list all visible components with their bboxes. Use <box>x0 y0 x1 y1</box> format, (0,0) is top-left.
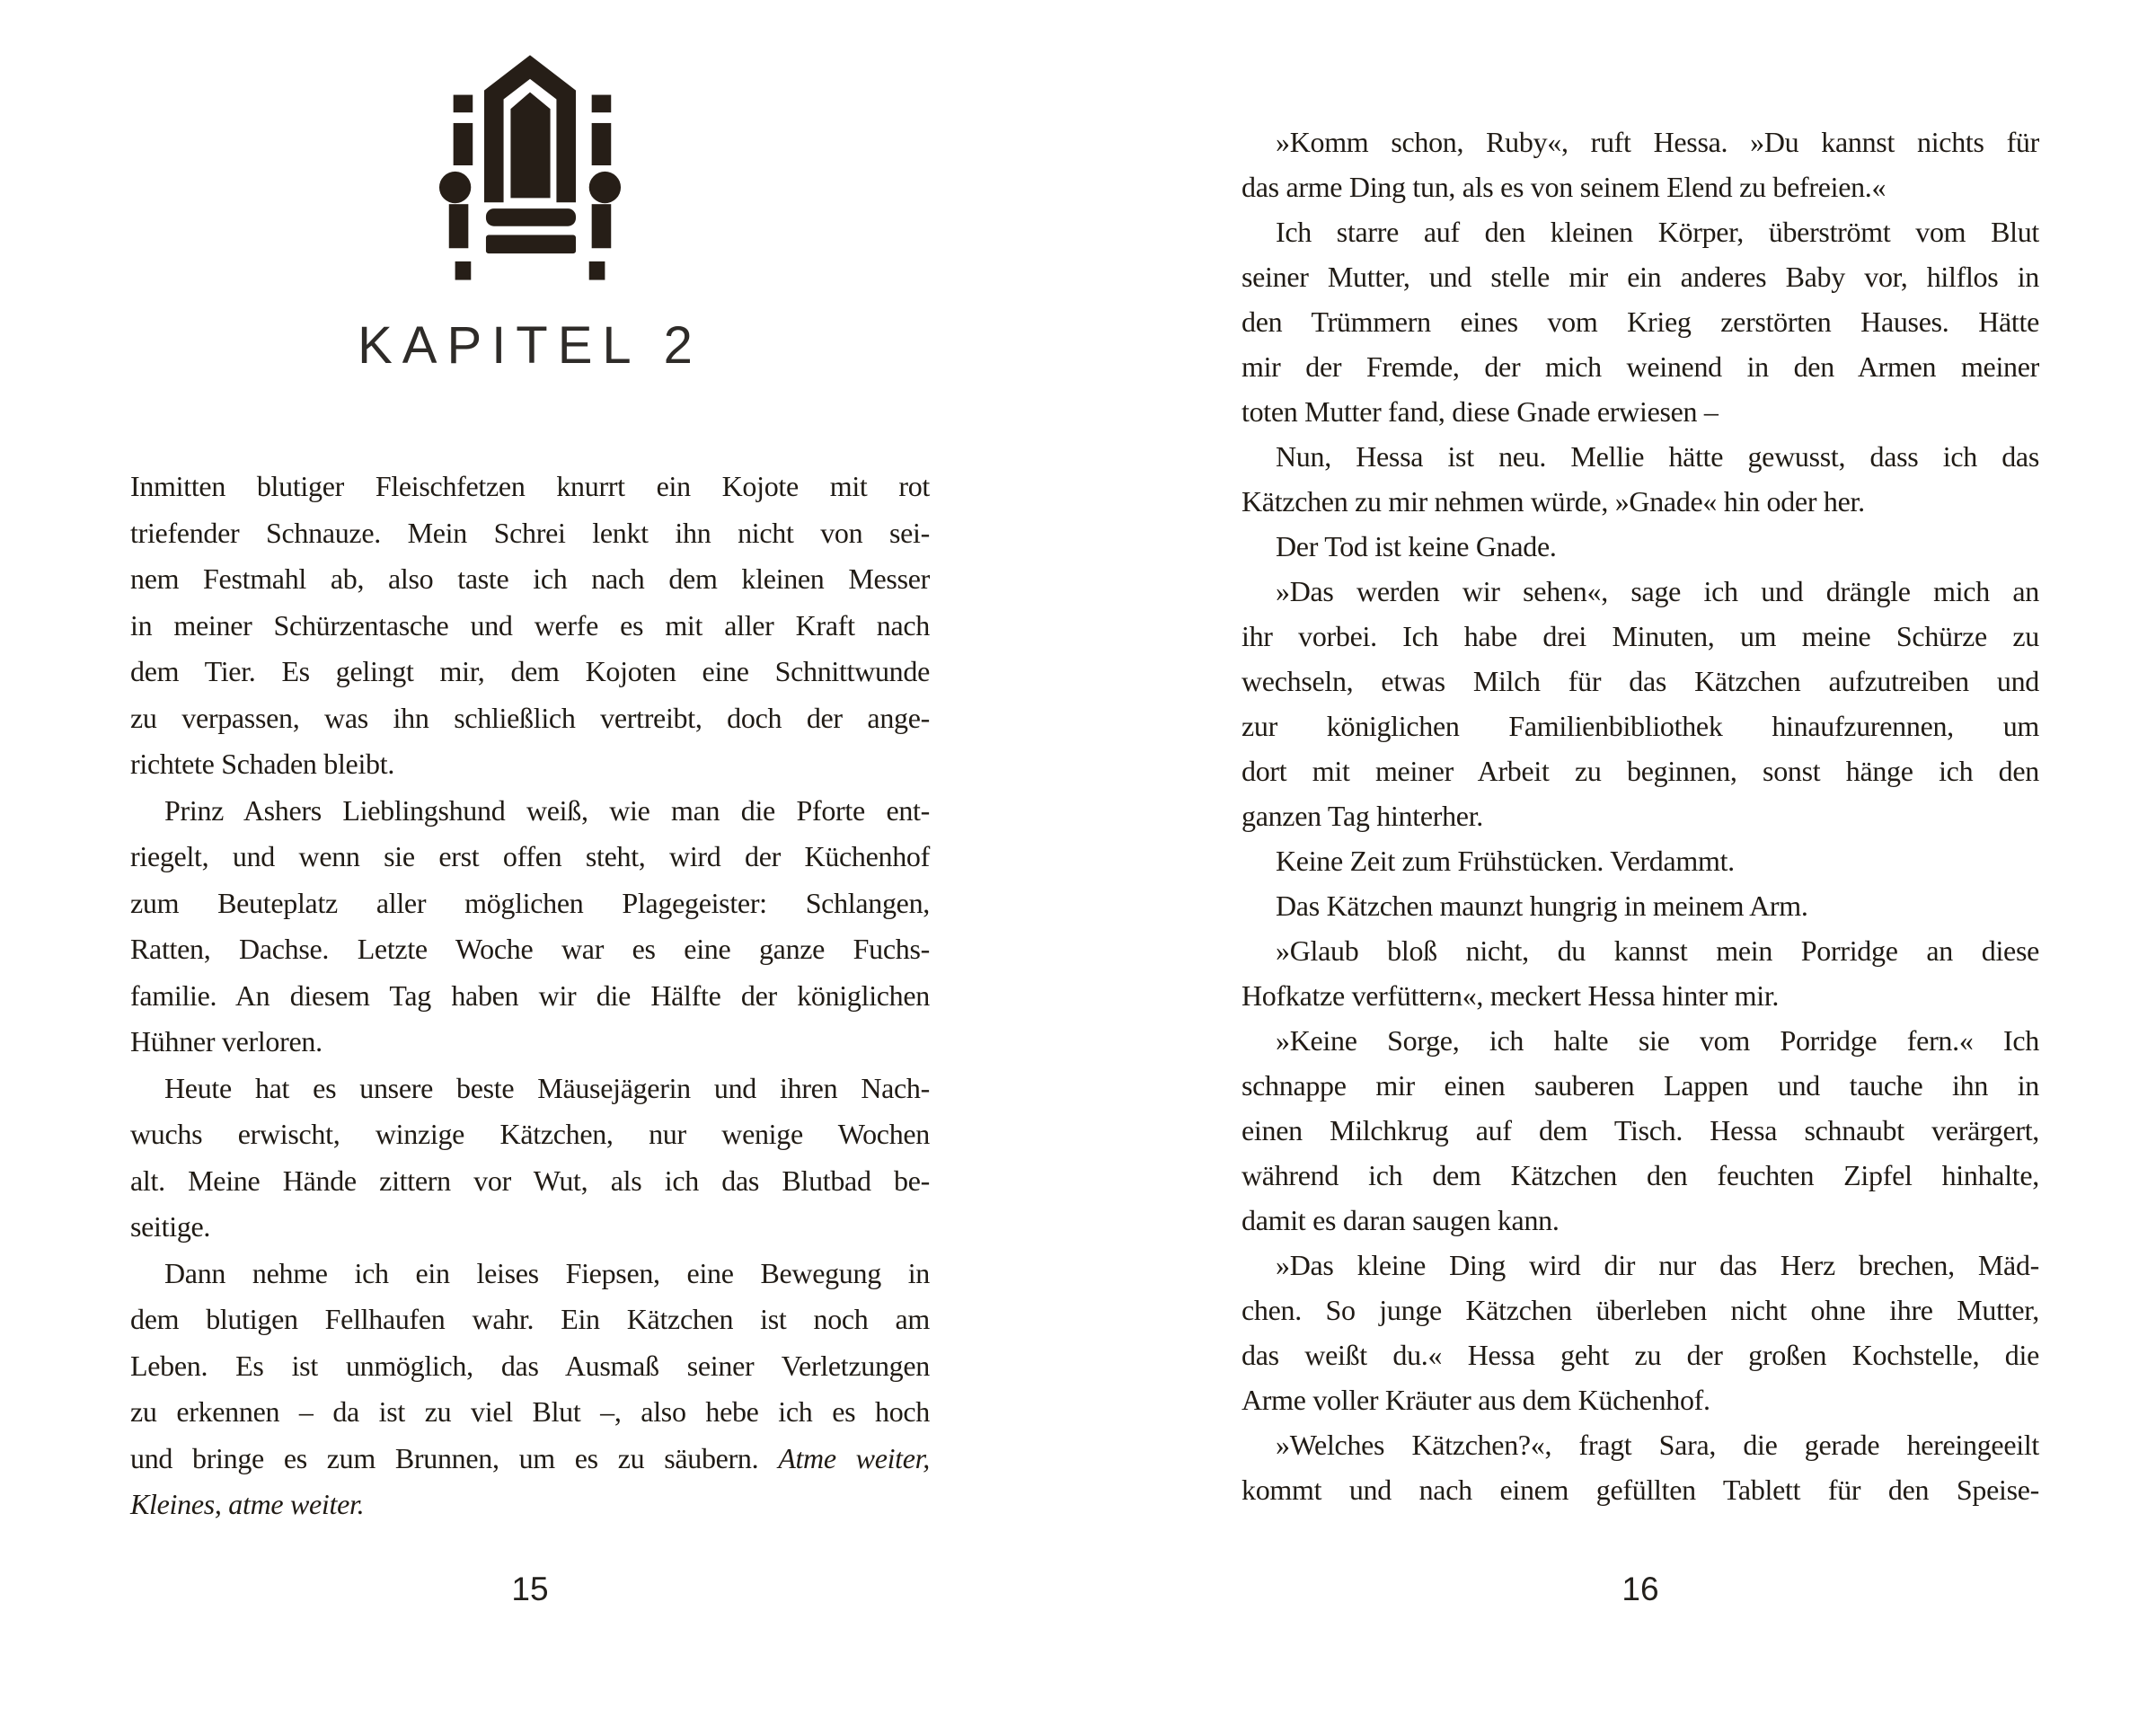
text-line: zur königlichen Familienbibliothek hinaufzurennen, um <box>1241 710 2039 742</box>
page-left-body <box>130 464 930 1528</box>
text-line: dem Tier. Es gelingt mir, dem Kojoten eine Schnittwunde <box>130 655 930 687</box>
paragraph <box>1241 1018 2039 1243</box>
paragraph <box>130 1066 930 1251</box>
text-line: Inmitten blutiger Fleischfetzen knurrt ein Kojote mit rot <box>130 470 930 502</box>
text-line: Der Tod ist keine Gnade. <box>1276 530 1557 562</box>
text-line: schnappe mir einen sauberen Lappen und tauche ihn in <box>1241 1069 2039 1102</box>
text-line: und bringe es zum Brunnen, um es zu säubern. Atme weiter, <box>130 1441 930 1474</box>
text-line: kommt und nach einem gefüllten Tablett für den Speise- <box>1241 1474 2039 1506</box>
text-line: Heute hat es unsere beste Mäusejägerin und ihren Nach- <box>164 1071 930 1104</box>
text-line: wuchs erwischt, winzige Kätzchen, nur wenige Wochen <box>130 1118 930 1150</box>
paragraph <box>1241 209 2039 434</box>
paragraph <box>1241 928 2039 1018</box>
page-left <box>130 0 930 1717</box>
paragraph <box>1241 524 2039 569</box>
paragraph <box>1241 569 2039 838</box>
text-line: das weißt du.« Hessa geht zu der großen Kochstelle, die <box>1241 1339 2039 1371</box>
chapter-title: KAPITEL 2 <box>358 316 702 375</box>
paragraph <box>130 464 930 788</box>
text-line: familie. An diesem Tag haben wir die Hälfte der königlichen <box>130 978 930 1012</box>
text-line: das arme Ding tun, als es von seinem Elend zu befreien.« <box>1241 171 1886 203</box>
text-line: ganzen Tag hinterher. <box>1241 800 1483 832</box>
text-line: Hühner verloren. <box>130 1025 323 1058</box>
text-line: zum Beuteplatz aller möglichen Plagegeister: Schlangen, <box>130 886 930 919</box>
chapter-head <box>130 52 930 375</box>
text-line: wechseln, etwas Milch für das Kätzchen aufzutreiben und <box>1241 665 2039 697</box>
text-line: riegelt, und wenn sie erst offen steht, wird der Küchenhof <box>130 840 930 872</box>
text-line: Kleines, atme weiter. <box>130 1488 365 1520</box>
text-line: toten Mutter fand, diese Gnade erwiesen – <box>1241 395 1719 428</box>
text-line: »Glaub bloß nicht, du kannst mein Porridge an diese <box>1276 934 2039 967</box>
paragraph <box>1241 883 2039 928</box>
text-line: dem blutigen Fellhaufen wahr. Ein Kätzchen ist noch am <box>130 1303 930 1335</box>
text-line: »Keine Sorge, ich halte sie vom Porridge fern.« Ich <box>1276 1024 2039 1057</box>
text-line: »Komm schon, Ruby«, ruft Hessa. »Du kannst nichts für <box>1276 126 2039 158</box>
text-line: Hofkatze verfüttern«, meckert Hessa hinter mir. <box>1241 979 1780 1012</box>
text-line: nem Festmahl ab, also taste ich nach dem kleinen Messer <box>130 562 930 595</box>
text-line: richtete Schaden bleibt. <box>130 748 395 780</box>
paragraph <box>1241 838 2039 883</box>
page-number-left: 15 <box>511 1571 549 1607</box>
text-line: in meiner Schürzentasche und werfe es mit aller Kraft nach <box>130 608 930 642</box>
text-line: zu verpassen, was ihn schließlich vertreibt, doch der ange- <box>130 701 930 734</box>
text-line: seitige. <box>130 1210 211 1243</box>
paragraph <box>1241 1243 2039 1422</box>
text-line: Prinz Ashers Lieblingshund weiß, wie man die Pforte ent- <box>164 793 930 827</box>
text-line: triefender Schnauze. Mein Schrei lenkt ihn nicht von sei- <box>130 516 930 549</box>
text-line: »Das kleine Ding wird dir nur das Herz brechen, Mäd- <box>1276 1249 2039 1281</box>
text-line: Dann nehme ich ein leises Fiepsen, eine Bewegung in <box>164 1256 930 1289</box>
text-line: Das Kätzchen maunzt hungrig in meinem Arm. <box>1276 889 1808 922</box>
paragraph <box>130 1251 930 1528</box>
text-line: Keine Zeit zum Frühstücken. Verdammt. <box>1276 845 1735 877</box>
page-number-right: 16 <box>1621 1571 1659 1607</box>
text-line: Arme voller Kräuter aus dem Küchenhof. <box>1241 1384 1710 1416</box>
text-line: ihr vorbei. Ich habe drei Minuten, um meine Schürze zu <box>1241 620 2039 652</box>
paragraph <box>1241 119 2039 209</box>
text-line: Ich starre auf den kleinen Körper, überströmt vom Blut <box>1276 216 2039 248</box>
paragraph <box>1241 434 2039 524</box>
paragraph <box>130 788 930 1066</box>
text-line: damit es daran saugen kann. <box>1241 1204 1560 1236</box>
text-line: »Welches Kätzchen?«, fragt Sara, die gerade hereingeeilt <box>1276 1429 2039 1461</box>
page-right <box>1241 0 2039 1717</box>
text-line: alt. Meine Hände zittern vor Wut, als ich das Blutbad be- <box>130 1164 930 1197</box>
text-line: Leben. Es ist unmöglich, das Ausmaß seiner Verletzungen <box>130 1349 930 1382</box>
text-line: zu erkennen – da ist zu viel Blut –, also hebe ich es hoch <box>130 1395 930 1428</box>
text-line: Kätzchen zu mir nehmen würde, »Gnade« hin oder her. <box>1241 485 1865 518</box>
text-line: dort mit meiner Arbeit zu beginnen, sonst hänge ich den <box>1241 755 2039 787</box>
text-line: Nun, Hessa ist neu. Mellie hätte gewusst, dass ich das <box>1276 440 2039 473</box>
text-line: Ratten, Dachse. Letzte Woche war es eine ganze Fuchs- <box>130 933 930 965</box>
text-line: chen. So junge Kätzchen überleben nicht ohne ihre Mutter, <box>1241 1294 2039 1326</box>
text-line: seiner Mutter, und stelle mir ein anderes Baby vor, hilflos in <box>1241 261 2039 293</box>
page-right-body <box>1241 119 2039 1512</box>
text-line: mir der Fremde, der mich weinend in den Armen meiner <box>1241 350 2039 383</box>
paragraph <box>1241 1422 2039 1512</box>
throne-icon <box>437 52 623 282</box>
text-line: einen Milchkrug auf dem Tisch. Hessa schnaubt verärgert, <box>1241 1114 2039 1146</box>
text-line: »Das werden wir sehen«, sage ich und drängle mich an <box>1276 575 2039 607</box>
text-line: den Trümmern eines vom Krieg zerstörten Hauses. Hätte <box>1241 305 2039 338</box>
text-line: während ich dem Kätzchen den feuchten Zipfel hinhalte, <box>1241 1159 2039 1191</box>
